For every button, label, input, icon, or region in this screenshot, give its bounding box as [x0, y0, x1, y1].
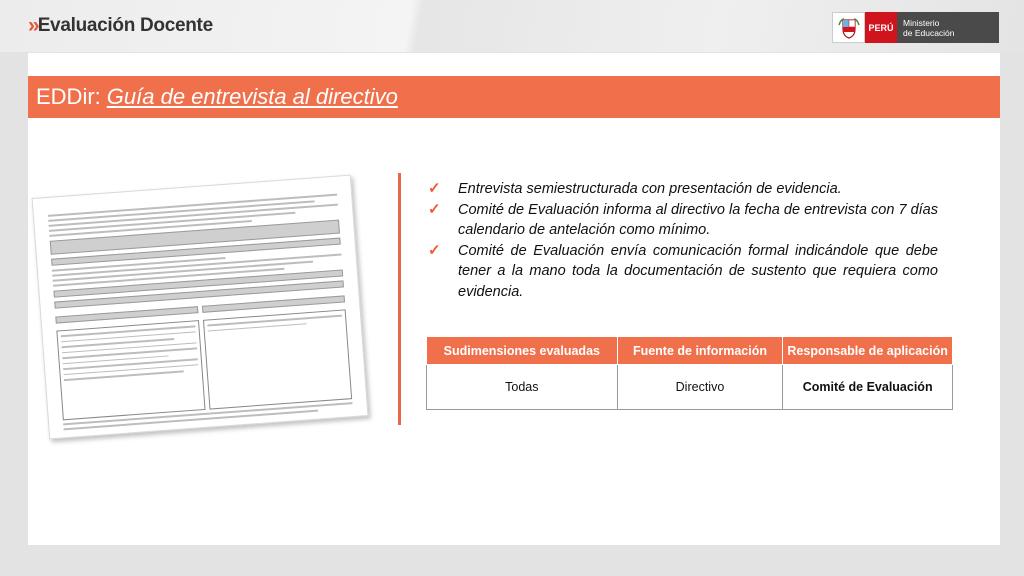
accent-divider [398, 173, 401, 425]
column-header-responsible: Responsable de aplicación [783, 337, 953, 365]
brand-name: Evaluación Docente [37, 15, 213, 36]
evaluation-info-table [426, 336, 953, 410]
column-header-source: Fuente de información [617, 337, 783, 365]
chevron-double-icon: » [28, 14, 36, 37]
brand-logo [28, 14, 213, 38]
column-header-subdimensions: Sudimensiones evaluadas [427, 337, 618, 365]
ministry-label [897, 12, 999, 43]
slide-title-bar [28, 76, 1000, 118]
table-row [427, 365, 953, 410]
header-bar [0, 0, 1024, 52]
list-item [428, 241, 938, 303]
slide-canvas [28, 53, 1000, 545]
bullet-list [428, 179, 938, 302]
cell-source: Directivo [617, 365, 783, 410]
coat-of-arms-icon [832, 12, 865, 43]
country-label: PERÚ [865, 12, 897, 43]
checkmark-icon: ✓ [428, 180, 441, 197]
list-item [428, 200, 938, 241]
slide-title-link[interactable]: Guía de entrevista al directivo [106, 84, 398, 109]
list-item [428, 179, 938, 200]
bullet-text: Comité de Evaluación envía comunicación formal indicándole que debe tener a la mano toda la documentación de sustento que requiera como evidencia. [458, 242, 938, 300]
interview-guide-document-image [32, 175, 369, 440]
table-header-row [427, 337, 953, 365]
checkmark-icon: ✓ [428, 241, 441, 259]
cell-responsible: Comité de Evaluación [783, 365, 953, 410]
bullet-text: Entrevista semiestructurada con presentación de evidencia. [458, 181, 842, 197]
checkmark-icon: ✓ [428, 200, 441, 218]
slide-title-prefix: EDDir: [36, 84, 101, 109]
bullet-text: Comité de Evaluación informa al directivo la fecha de entrevista con 7 días calendario de antelación como mínimo. [458, 201, 938, 238]
cell-subdimensions: Todas [427, 365, 618, 410]
ministry-logo [832, 12, 999, 43]
ministry-line-1: Ministerio [903, 17, 940, 28]
ministry-line-2: de Educación [903, 27, 955, 38]
